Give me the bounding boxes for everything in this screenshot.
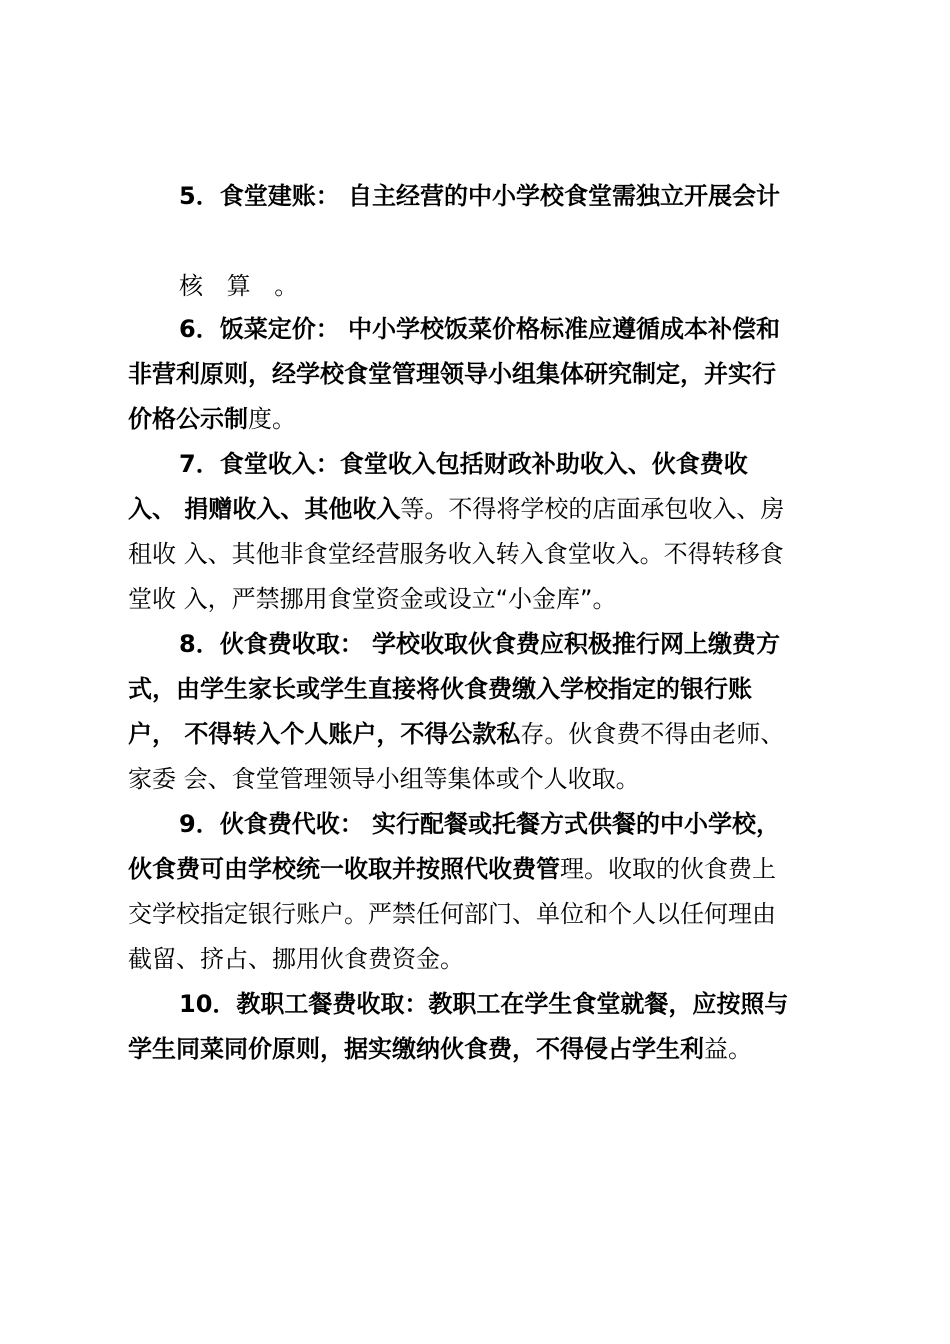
- item-6-line-1: [179, 313, 780, 345]
- item-7-heading: 7．食堂收入：食堂收入包括财政补助收入、伙食费收: [179, 450, 748, 478]
- item-6-heading: 6．饭菜定价： 中小学校饭菜价格标准应遵循成本补偿和: [179, 315, 781, 343]
- item-6-line-2: 非营利原则，经学校食堂管理领导小组集体研究制定，并实行: [128, 360, 776, 388]
- item-9-line-4: 截留、挤占、挪用伙食费资金。: [128, 945, 464, 973]
- item-5-line-1: [179, 180, 780, 212]
- item-10-line-2: 学生同菜同价原则，据实缴纳伙食费，不得侵占学生利益。: [128, 1035, 752, 1063]
- item-8-line-4: 家委 会、食堂管理领导小组等集体或个人收取。: [128, 765, 640, 793]
- item-7-line-1: [179, 448, 748, 480]
- item-9-heading: 9．伙食费代收： 实行配餐或托餐方式供餐的中小学校，: [179, 810, 781, 838]
- item-10-heading: 10．教职工餐费收取：教职工在学生食堂就餐，应按照与: [179, 990, 789, 1018]
- item-8-heading: 8．伙食费收取： 学校收取伙食费应积极推行网上缴费方: [179, 630, 781, 658]
- item-10-line-1: [179, 988, 788, 1020]
- item-8-line-2: 式，由学生家长或学生直接将伙食费缴入学校指定的银行账: [128, 675, 752, 703]
- item-7-line-3: 租收 入、其他非食堂经营服务收入转入食堂收入。不得转移食: [128, 540, 784, 568]
- item-8-line-1: [179, 628, 780, 660]
- item-9-line-1: [179, 808, 780, 840]
- item-5-line-2: 核 算 。: [179, 272, 307, 300]
- item-9-line-2: 伙食费可由学校统一收取并按照代收费管理。收取的伙食费上: [128, 855, 776, 883]
- item-9-line-3: 交学校指定银行账户。严禁任何部门、单位和个人以任何理由: [128, 900, 776, 928]
- item-8-line-3: 户， 不得转入个人账户，不得公款私存。伙食费不得由老师、: [128, 720, 785, 748]
- item-6-line-3: 价格公示制度。: [128, 405, 296, 433]
- item-7-line-4: 堂收 入，严禁挪用食堂资金或设立“小金库”。: [128, 585, 617, 613]
- item-5-heading: 5．食堂建账： 自主经营的中小学校食堂需独立开展会计: [179, 182, 781, 210]
- item-7-line-2: 入、 捐赠收入、其他收入等。不得将学校的店面承包收入、房: [128, 495, 785, 523]
